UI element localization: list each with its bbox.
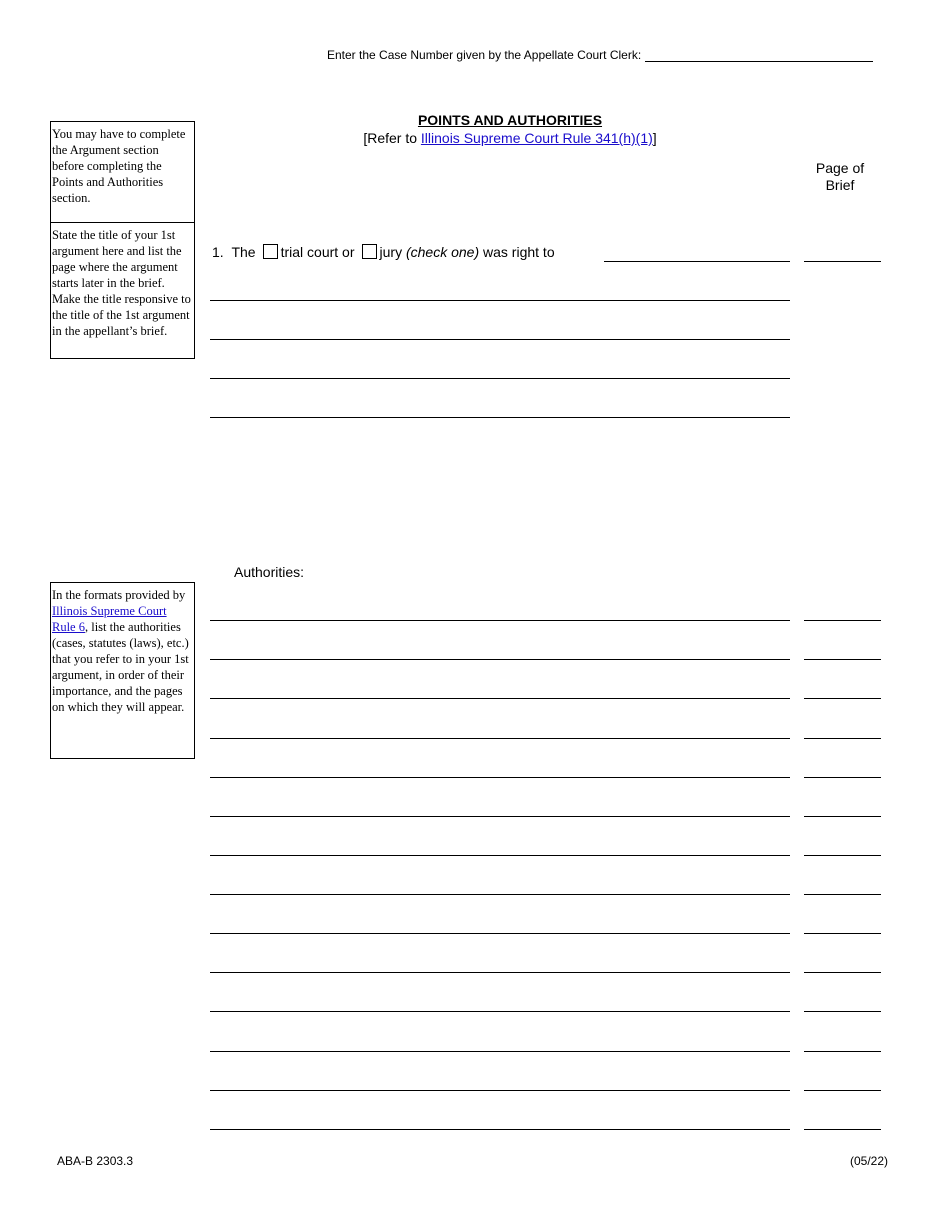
trial-court-checkbox[interactable] [263, 244, 278, 259]
rule-reference-suffix: ] [652, 130, 657, 146]
page-of-brief-heading [800, 160, 880, 194]
note3-prefix: In the formats provided by [52, 588, 186, 602]
authority-line[interactable] [210, 1090, 790, 1091]
authority-line[interactable] [210, 738, 790, 739]
authority-page-field[interactable] [804, 698, 881, 699]
authority-page-field[interactable] [804, 738, 881, 739]
instruction-note-argument-title: State the title of your 1st argument here and list the page where the argument starts later in the brief. Make the title responsive to the title of the 1st argument in the appellant’s brief. [50, 223, 195, 359]
argument-title-line[interactable] [210, 339, 790, 340]
authority-page-field[interactable] [804, 894, 881, 895]
authority-page-field[interactable] [804, 1090, 881, 1091]
authority-line[interactable] [210, 659, 790, 660]
form-id: ABA-B 2303.3 [57, 1154, 134, 1168]
authority-line[interactable] [210, 855, 790, 856]
jury-label: jury [379, 244, 403, 260]
check-one-hint: (check one) [405, 244, 480, 260]
instruction-note-authorities [50, 582, 195, 759]
authority-page-field[interactable] [804, 816, 881, 817]
item-the: The [231, 244, 256, 260]
authority-line[interactable] [210, 816, 790, 817]
brief-label: Brief [825, 177, 855, 193]
authority-page-field[interactable] [804, 1051, 881, 1052]
authority-line[interactable] [210, 933, 790, 934]
authority-page-field[interactable] [804, 1129, 881, 1130]
authority-line[interactable] [210, 894, 790, 895]
case-number-prompt [327, 48, 873, 62]
rule-341-link[interactable]: Illinois Supreme Court Rule 341(h)(1) [420, 130, 653, 146]
jury-checkbox[interactable] [362, 244, 377, 259]
authority-line[interactable] [210, 698, 790, 699]
page-of-label: Page of [815, 160, 865, 176]
rule-6-link[interactable]: Illinois Supreme Court Rule 6 [52, 604, 167, 634]
instruction-note-argument-first: You may have to complete the Argument section before completing the Points and Authorities section. [50, 121, 195, 223]
form-date: (05/22) [849, 1154, 888, 1168]
argument-title-line[interactable] [210, 417, 790, 418]
argument-1-title-line [212, 244, 555, 260]
authority-page-field[interactable] [804, 855, 881, 856]
argument-title-field[interactable] [604, 261, 790, 262]
item-number: 1. [212, 244, 224, 260]
rule-reference [270, 130, 750, 146]
note3-suffix: , list the authorities (cases, statutes (laws), etc.) that you refer to in your 1st argument, in order of their importance, and the pages on which they will appear. [52, 620, 189, 714]
page-title: POINTS AND AUTHORITIES [417, 112, 603, 128]
authority-page-field[interactable] [804, 620, 881, 621]
authority-line[interactable] [210, 1051, 790, 1052]
case-number-label: Enter the Case Number given by the Appellate Court Clerk: [327, 48, 642, 62]
authority-line[interactable] [210, 1129, 790, 1130]
was-right-to-label: was right to [483, 244, 555, 260]
trial-court-label: trial court or [280, 244, 355, 260]
argument-page-field[interactable] [804, 261, 881, 262]
authority-line[interactable] [210, 972, 790, 973]
authority-page-field[interactable] [804, 777, 881, 778]
argument-title-line[interactable] [210, 378, 790, 379]
authority-page-field[interactable] [804, 1011, 881, 1012]
authority-page-field[interactable] [804, 933, 881, 934]
authority-line[interactable] [210, 1011, 790, 1012]
rule-reference-prefix: [Refer to [363, 130, 421, 146]
argument-title-line[interactable] [210, 300, 790, 301]
authorities-label: Authorities: [234, 564, 305, 580]
authority-page-field[interactable] [804, 659, 881, 660]
authority-page-field[interactable] [804, 972, 881, 973]
case-number-field[interactable] [645, 51, 873, 62]
authority-line[interactable] [210, 777, 790, 778]
authority-line[interactable] [210, 620, 790, 621]
